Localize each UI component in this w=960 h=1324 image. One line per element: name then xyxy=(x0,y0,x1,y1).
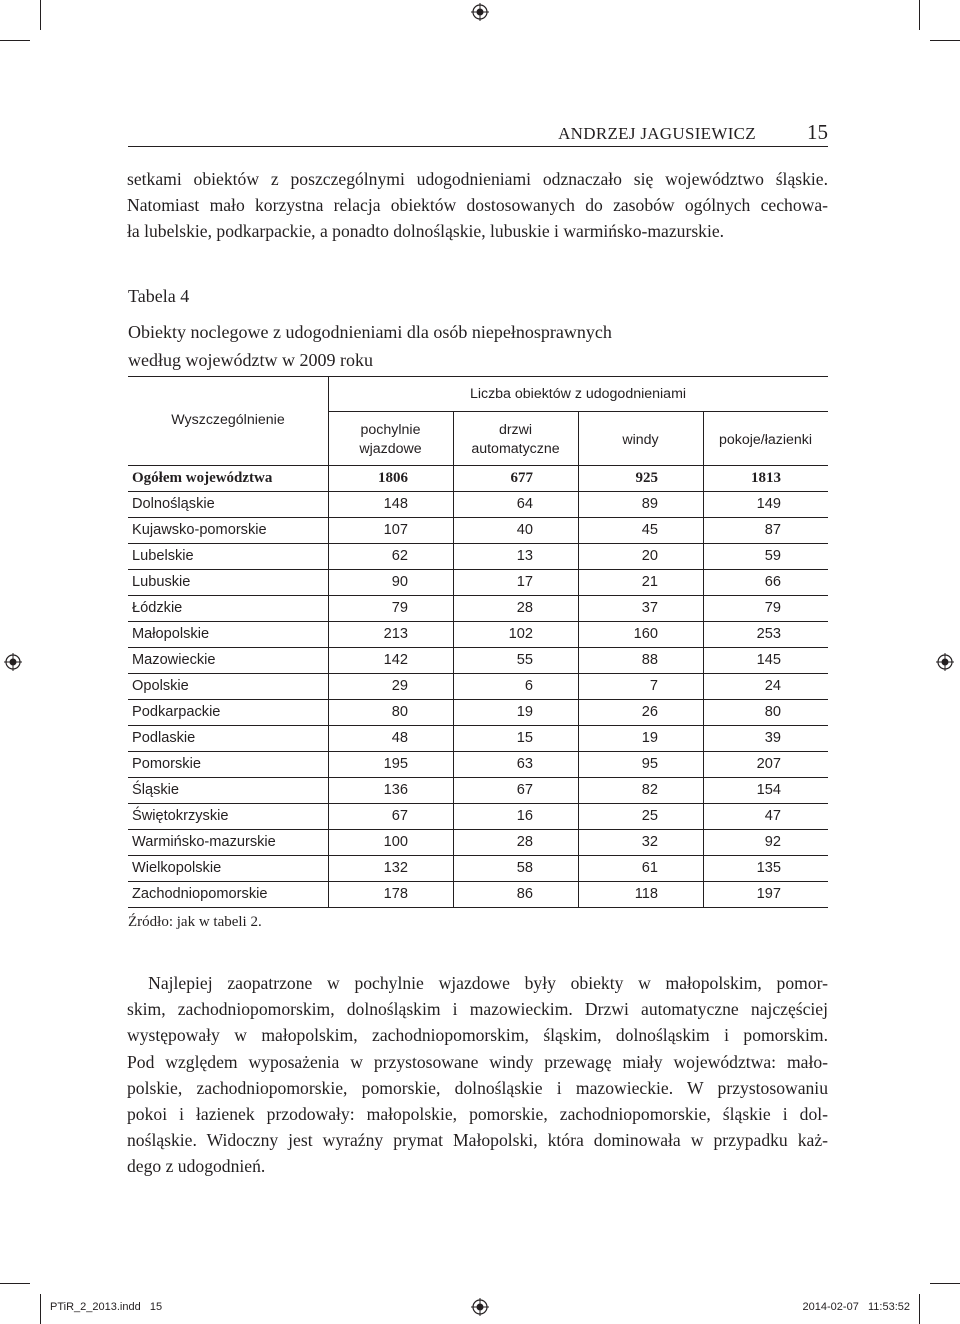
cell-ramps: 132 xyxy=(383,860,408,876)
slug-timestamp: 2014-02-07 11:53:52 xyxy=(802,1301,910,1313)
header-author: ANDRZEJ JAGUSIEWICZ xyxy=(558,124,756,143)
table-row xyxy=(128,544,828,570)
row-name: Świętokrzyskie xyxy=(132,808,229,824)
table-title-line: według województw w 2009 roku xyxy=(128,350,373,370)
table-row xyxy=(128,648,828,674)
table-row xyxy=(128,830,828,856)
cell-doors: 16 xyxy=(516,808,533,824)
column-divider xyxy=(328,830,329,855)
row-name: Opolskie xyxy=(132,678,189,694)
column-divider xyxy=(328,674,329,699)
cell-ramps: 107 xyxy=(383,522,408,538)
registration-mark-icon xyxy=(4,653,22,671)
cell-rooms: 39 xyxy=(764,730,781,746)
text-line: Natomiast mało korzystna relacja obiektów dostosowanych do zasobów ogólnych cechowa- xyxy=(127,195,828,216)
cell-doors: 67 xyxy=(516,782,533,798)
cell-lifts: 26 xyxy=(641,704,658,720)
crop-mark xyxy=(40,0,41,30)
cell-lifts: 21 xyxy=(641,574,658,590)
cell-rooms: 154 xyxy=(756,782,781,798)
column-divider xyxy=(328,700,329,725)
row-name: Lubelskie xyxy=(132,548,194,564)
crop-mark xyxy=(919,0,920,30)
column-divider xyxy=(578,648,579,673)
column-divider xyxy=(578,492,579,517)
column-divider xyxy=(328,752,329,777)
text-line: polskie, zachodniopomorskie, pomorskie, dolnośląskie i mazowieckie. W przystosowaniu xyxy=(127,1077,828,1098)
cell-ramps: 136 xyxy=(383,782,408,798)
row-name: Lubuskie xyxy=(132,574,191,590)
cell-doors: 28 xyxy=(516,600,533,616)
table-row xyxy=(128,882,828,908)
cell-rooms: 207 xyxy=(756,756,781,772)
cell-rooms: 145 xyxy=(756,652,781,668)
header-doors xyxy=(453,421,578,459)
cell-doors: 15 xyxy=(516,730,533,746)
column-divider xyxy=(453,544,454,569)
header-group: Liczba obiektów z udogodnieniami xyxy=(469,386,687,402)
row-name: Mazowieckie xyxy=(132,652,216,668)
cell-doors: 64 xyxy=(516,496,533,512)
cell-rooms: 59 xyxy=(764,548,781,564)
row-name: Ogółem województwa xyxy=(132,470,273,486)
header-lifts: windy xyxy=(622,432,659,448)
cell-doors: 6 xyxy=(524,678,533,694)
column-divider xyxy=(578,622,579,647)
column-divider xyxy=(453,648,454,673)
cell-ramps: 1806 xyxy=(378,470,408,486)
cell-lifts: 7 xyxy=(649,678,658,694)
text-line: Najlepiej zaopatrzone w pochylnie wjazdowe były obiekty w małopolskim, pomor- xyxy=(127,973,828,993)
table-row xyxy=(128,492,828,518)
column-divider xyxy=(703,752,704,777)
cell-rooms: 135 xyxy=(756,860,781,876)
row-name: Śląskie xyxy=(132,782,180,798)
text-line: występowały w małopolskim, zachodniopomorskim, śląskim, dolnośląskim i pomorskim. xyxy=(127,1025,828,1046)
cell-ramps: 48 xyxy=(391,730,408,746)
cell-rooms: 66 xyxy=(764,574,781,590)
column-divider xyxy=(328,778,329,803)
registration-mark-icon xyxy=(471,3,489,21)
column-divider xyxy=(703,570,704,595)
cell-doors: 28 xyxy=(516,834,533,850)
cell-rooms: 24 xyxy=(764,678,781,694)
header-ramps xyxy=(328,421,453,459)
column-divider xyxy=(578,570,579,595)
column-divider xyxy=(703,726,704,751)
cell-rooms: 1813 xyxy=(751,470,781,486)
registration-mark-icon xyxy=(936,653,954,671)
cell-lifts: 925 xyxy=(635,470,658,486)
cell-rooms: 197 xyxy=(756,886,781,902)
column-divider xyxy=(328,570,329,595)
column-divider xyxy=(328,726,329,751)
registration-mark-icon xyxy=(471,1298,489,1316)
cell-ramps: 148 xyxy=(383,496,408,512)
crop-mark xyxy=(40,1294,41,1324)
column-divider xyxy=(328,544,329,569)
crop-mark xyxy=(0,40,30,41)
table-row xyxy=(128,700,828,726)
page-number: 15 xyxy=(807,120,828,144)
table-row-total xyxy=(128,466,828,492)
row-name: Kujawsko-pomorskie xyxy=(132,522,267,538)
column-divider xyxy=(328,596,329,621)
cell-rooms: 149 xyxy=(756,496,781,512)
column-divider xyxy=(703,804,704,829)
text-line: nośląskie. Widoczny jest wyraźny prymat Małopolski, która dominowała w przypadku każ- xyxy=(127,1130,828,1151)
cell-ramps: 142 xyxy=(383,652,408,668)
cell-rooms: 80 xyxy=(764,704,781,720)
header-ramps-line: wjazdowe xyxy=(359,441,422,457)
table-row xyxy=(128,778,828,804)
column-divider xyxy=(578,726,579,751)
column-divider xyxy=(703,882,704,907)
column-divider xyxy=(578,700,579,725)
cell-lifts: 61 xyxy=(641,860,658,876)
column-divider xyxy=(703,830,704,855)
cell-lifts: 89 xyxy=(641,496,658,512)
row-name: Pomorskie xyxy=(132,756,201,772)
table-title-line: Obiekty noclegowe z udogodnieniami dla osób niepełnosprawnych xyxy=(128,322,612,342)
crop-mark xyxy=(930,40,960,41)
column-divider xyxy=(578,466,579,491)
cell-lifts: 45 xyxy=(641,522,658,538)
text-line: skim, zachodniopomorskim, dolnośląskim i mazowieckim. Drzwi automatyczne najczęściej xyxy=(127,999,828,1020)
column-divider xyxy=(453,674,454,699)
header-doors-line: drzwi xyxy=(498,422,533,438)
column-divider xyxy=(703,622,704,647)
row-name: Małopolskie xyxy=(132,626,210,642)
cell-lifts: 37 xyxy=(641,600,658,616)
column-divider xyxy=(328,856,329,881)
table-row xyxy=(128,856,828,882)
row-name: Dolnośląskie xyxy=(132,496,215,512)
cell-ramps: 80 xyxy=(391,704,408,720)
text-line: pokoi i łazienek przodowały: małopolskie, pomorskie, zachodniopomorskie, śląskie i dol- xyxy=(127,1104,828,1125)
column-divider xyxy=(453,830,454,855)
column-divider xyxy=(328,622,329,647)
column-divider xyxy=(328,648,329,673)
cell-ramps: 213 xyxy=(383,626,408,642)
text-line: ła lubelskie, podkarpackie, a ponadto dolnośląskie, lubuskie i warmińsko-mazurskie. xyxy=(127,221,725,242)
column-divider xyxy=(453,622,454,647)
cell-doors: 17 xyxy=(516,574,533,590)
cell-rooms: 47 xyxy=(764,808,781,824)
cell-doors: 677 xyxy=(510,470,533,486)
row-name: Zachodniopomorskie xyxy=(132,886,268,902)
column-divider xyxy=(703,700,704,725)
row-name: Wielkopolskie xyxy=(132,860,222,876)
cell-doors: 58 xyxy=(516,860,533,876)
column-divider xyxy=(453,882,454,907)
cell-ramps: 62 xyxy=(391,548,408,564)
column-divider xyxy=(578,544,579,569)
intro-paragraph xyxy=(127,166,828,245)
cell-ramps: 195 xyxy=(383,756,408,772)
column-divider xyxy=(453,518,454,543)
column-divider xyxy=(703,596,704,621)
table-row xyxy=(128,622,828,648)
header-doors-line: automatyczne xyxy=(471,441,560,457)
column-divider xyxy=(578,882,579,907)
column-divider xyxy=(578,518,579,543)
cell-doors: 63 xyxy=(516,756,533,772)
column-divider xyxy=(578,674,579,699)
data-table xyxy=(128,376,828,908)
cell-doors: 55 xyxy=(516,652,533,668)
crop-mark xyxy=(0,1283,30,1284)
cell-lifts: 19 xyxy=(641,730,658,746)
column-divider xyxy=(328,492,329,517)
cell-lifts: 88 xyxy=(641,652,658,668)
table-source: Źródło: jak w tabeli 2. xyxy=(128,914,262,930)
table-title xyxy=(128,318,612,374)
column-divider xyxy=(578,778,579,803)
table-row xyxy=(128,674,828,700)
column-divider xyxy=(703,492,704,517)
cell-doors: 13 xyxy=(516,548,533,564)
column-divider xyxy=(453,466,454,491)
crop-mark xyxy=(919,1294,920,1324)
row-name: Łódzkie xyxy=(132,600,183,616)
header-first-column: Wyszczególnienie xyxy=(171,412,285,428)
cell-rooms: 79 xyxy=(764,600,781,616)
table-header xyxy=(128,377,828,466)
cell-lifts: 95 xyxy=(641,756,658,772)
column-divider xyxy=(453,596,454,621)
cell-lifts: 20 xyxy=(641,548,658,564)
row-name: Warmińsko-mazurskie xyxy=(132,834,276,850)
running-header xyxy=(128,122,828,147)
table-row xyxy=(128,726,828,752)
cell-lifts: 32 xyxy=(641,834,658,850)
column-divider xyxy=(578,752,579,777)
cell-doors: 19 xyxy=(516,704,533,720)
table-row xyxy=(128,752,828,778)
header-ramps-line: pochylnie xyxy=(360,422,421,438)
cell-ramps: 178 xyxy=(383,886,408,902)
table-body xyxy=(128,466,828,908)
text-line: setkami obiektów z poszczególnymi udogodnieniami odznaczało się województwo śląskie. xyxy=(127,169,828,189)
cell-doors: 86 xyxy=(516,886,533,902)
column-divider xyxy=(703,518,704,543)
column-divider xyxy=(703,544,704,569)
column-divider xyxy=(453,804,454,829)
column-divider xyxy=(328,466,329,491)
column-divider xyxy=(328,804,329,829)
column-divider xyxy=(453,726,454,751)
header-rooms: pokoje/łazienki xyxy=(718,432,813,448)
column-divider xyxy=(328,518,329,543)
cell-rooms: 92 xyxy=(764,834,781,850)
cell-lifts: 82 xyxy=(641,782,658,798)
column-divider xyxy=(578,596,579,621)
cell-rooms: 87 xyxy=(764,522,781,538)
column-divider xyxy=(453,856,454,881)
column-divider xyxy=(453,570,454,595)
slug-file: PTiR_2_2013.indd 15 xyxy=(50,1301,163,1313)
cell-ramps: 67 xyxy=(391,808,408,824)
text-line: dego z udogodnień. xyxy=(127,1156,266,1177)
column-divider xyxy=(703,674,704,699)
column-divider xyxy=(703,778,704,803)
table-row xyxy=(128,570,828,596)
column-divider xyxy=(328,882,329,907)
column-divider xyxy=(453,778,454,803)
cell-rooms: 253 xyxy=(756,626,781,642)
row-name: Podkarpackie xyxy=(132,704,221,720)
column-divider xyxy=(703,648,704,673)
column-divider xyxy=(703,466,704,491)
cell-ramps: 90 xyxy=(391,574,408,590)
column-divider xyxy=(703,856,704,881)
column-divider xyxy=(578,830,579,855)
column-divider xyxy=(453,700,454,725)
row-name: Podlaskie xyxy=(132,730,196,746)
table-row xyxy=(128,518,828,544)
crop-mark xyxy=(930,1283,960,1284)
text-line: Pod względem wyposażenia w przystosowane windy przewagę miały województwa: mało- xyxy=(127,1051,828,1072)
column-divider xyxy=(453,752,454,777)
cell-ramps: 29 xyxy=(391,678,408,694)
table-label: Tabela 4 xyxy=(128,286,190,306)
column-divider xyxy=(578,856,579,881)
cell-lifts: 160 xyxy=(633,626,658,642)
cell-ramps: 79 xyxy=(391,600,408,616)
cell-doors: 40 xyxy=(516,522,533,538)
cell-lifts: 25 xyxy=(641,808,658,824)
closing-paragraph xyxy=(127,970,828,1180)
table-row xyxy=(128,596,828,622)
column-divider xyxy=(578,804,579,829)
table-row xyxy=(128,804,828,830)
cell-ramps: 100 xyxy=(383,834,408,850)
cell-lifts: 118 xyxy=(634,886,658,902)
cell-doors: 102 xyxy=(508,626,533,642)
column-divider xyxy=(453,492,454,517)
